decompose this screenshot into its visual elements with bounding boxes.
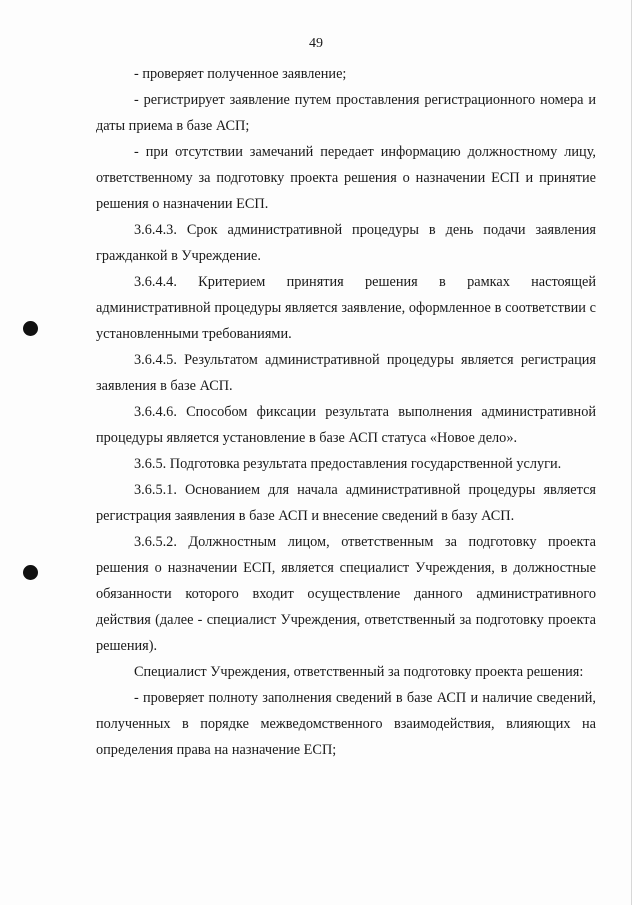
paragraph-3-6-5-2: 3.6.5.2. Должностным лицом, ответственным за подготовку проекта решения о назначении ЕСП, является специалист Учреждения, в должностные обязанности которого входит осуществление данного административного действия (далее - специалист Учреждения, ответственный за подготовку проекта решения). <box>96 534 596 654</box>
paragraph-transfers-information: - при отсутствии замечаний передает информацию должностному лицу, ответственному за подготовку проекта решения о назначении ЕСП и принятие решения о назначении ЕСП. <box>96 144 596 212</box>
paragraph-3-6-4-4: 3.6.4.4. Критерием принятия решения в рамках настоящей административной процедуры является заявление, оформленное в соответствии с установленными требованиями. <box>96 274 596 342</box>
paragraph-registers-application: - регистрирует заявление путем проставления регистрационного номера и даты приема в базе АСП; <box>96 92 596 134</box>
paragraph-checks-application: - проверяет полученное заявление; <box>134 66 347 82</box>
punch-hole-upper <box>23 321 38 336</box>
paragraph-3-6-5-1: 3.6.5.1. Основанием для начала административной процедуры является регистрация заявления в базе АСП и внесение сведений в базу АСП. <box>96 482 596 524</box>
punch-hole-lower <box>23 565 38 580</box>
paragraph-3-6-4-5: 3.6.4.5. Результатом административной процедуры является регистрация заявления в базе АСП. <box>96 352 596 394</box>
paragraph-3-6-4-3: 3.6.4.3. Срок административной процедуры в день подачи заявления гражданкой в Учреждение. <box>96 222 596 264</box>
document-body <box>96 61 596 763</box>
paragraph-specialist-intro: Специалист Учреждения, ответственный за подготовку проекта решения: <box>134 664 584 680</box>
page-number: 49 <box>309 36 323 51</box>
paragraph-3-6-5: 3.6.5. Подготовка результата предоставления государственной услуги. <box>134 456 562 472</box>
paragraph-checks-completeness: - проверяет полноту заполнения сведений в базе АСП и наличие сведений, полученных в порядке межведомственного взаимодействия, влияющих на определения права на назначение ЕСП; <box>96 690 596 758</box>
paragraph-3-6-4-6: 3.6.4.6. Способом фиксации результата выполнения административной процедуры является установление в базе АСП статуса «Новое дело». <box>96 404 596 446</box>
